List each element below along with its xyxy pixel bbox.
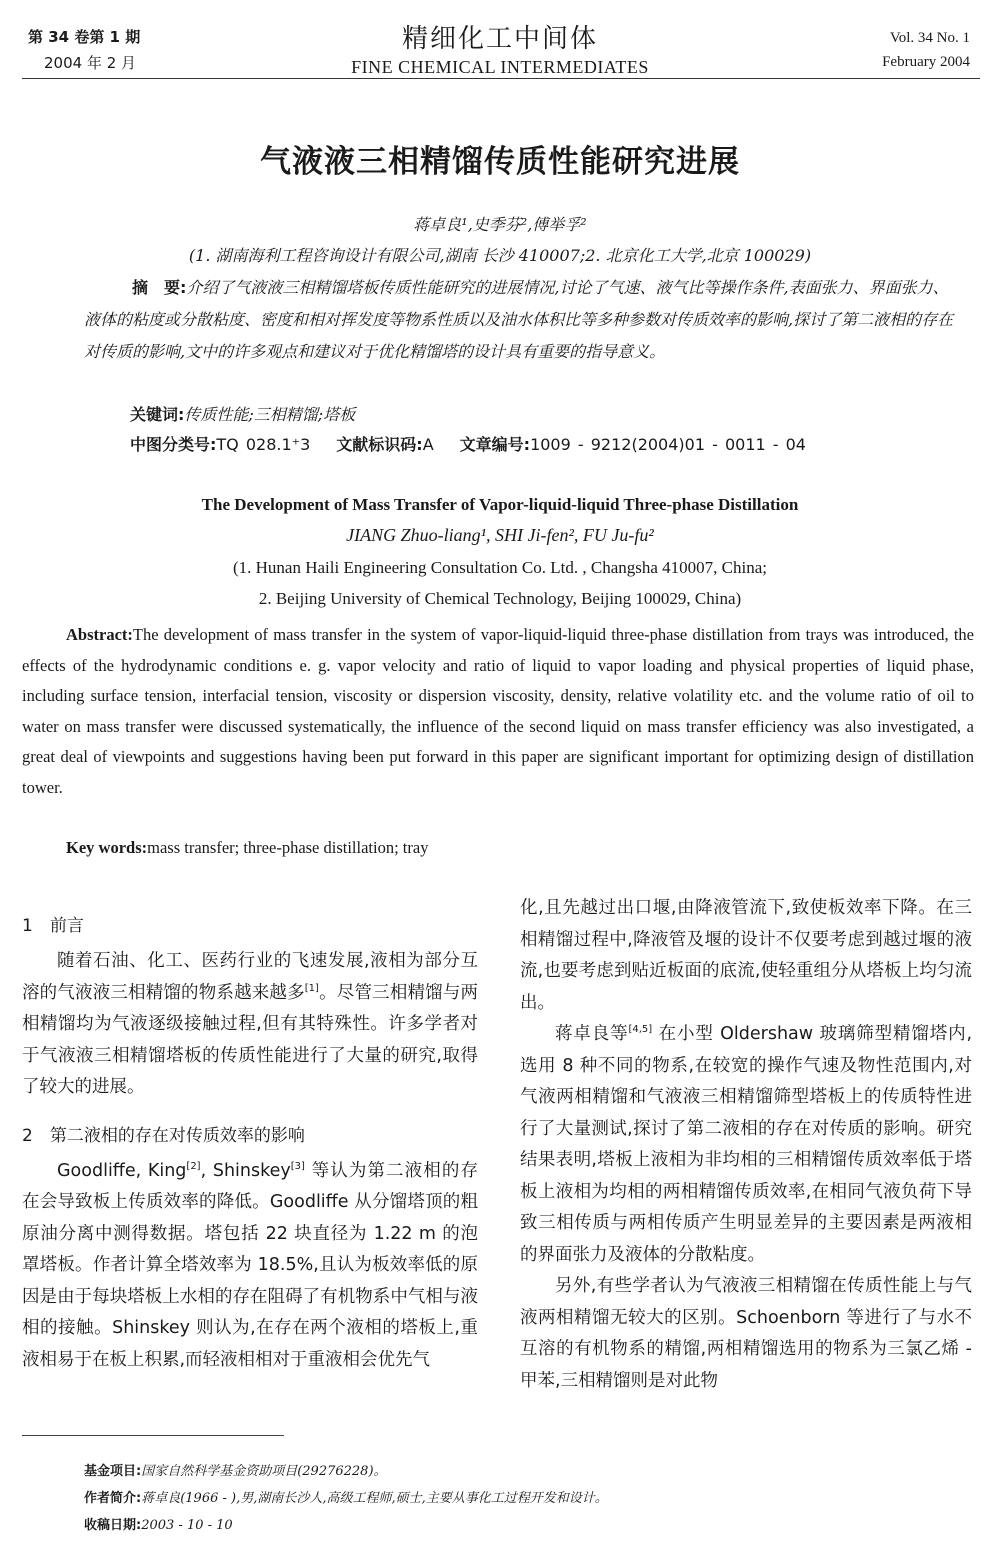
keywords-en-label: Key words: bbox=[66, 838, 148, 857]
issue-info-en bbox=[882, 26, 970, 74]
footnote-received bbox=[84, 1514, 233, 1533]
author-bio-text: 蒋卓良(1966 - ),男,湖南长沙人,高级工程师,硕士,主要从事化工过程开发和设计。 bbox=[141, 1491, 608, 1506]
volume-en: Vol. 34 No. 1 bbox=[889, 30, 970, 46]
keywords-cn bbox=[130, 402, 355, 425]
section-1-heading: 1 前言 bbox=[22, 916, 84, 936]
date-en: February 2004 bbox=[882, 54, 970, 70]
keywords-cn-text: 传质性能;三相精馏;塔板 bbox=[184, 405, 356, 424]
authors-en: JIANG Zhuo-liang¹, SHI Ji-fen², FU Ju-fu² bbox=[346, 525, 654, 545]
classification-line bbox=[130, 432, 806, 455]
abstract-en-label: Abstract: bbox=[66, 625, 133, 644]
author-bio-label: 作者简介: bbox=[84, 1491, 142, 1506]
received-date: 2003 - 10 - 10 bbox=[141, 1518, 233, 1533]
journal-name-cn: 精细化工中间体 bbox=[401, 24, 598, 54]
received-label: 收稿日期: bbox=[84, 1518, 142, 1533]
clc-value: TQ 028.1⁺3 bbox=[216, 435, 311, 454]
footnote-fund bbox=[84, 1460, 387, 1479]
abstract-en bbox=[22, 620, 974, 804]
date-cn: 2004 年 2 月 bbox=[44, 54, 137, 72]
right-paragraph-continued: 化,且先越过出口堰,由降液管流下,致使板效率下降。在三相精馏过程中,降液管及堰的设计不仅要考虑到越过堰的液流,也要考虑到贴近板面的底流,使轻重组分从塔板上均匀流出。 bbox=[520, 898, 972, 1013]
paper-title-en: The Development of Mass Transfer of Vapor-liquid-liquid Three-phase Distillation bbox=[201, 495, 799, 514]
body-left-column bbox=[22, 906, 478, 1376]
header-divider bbox=[22, 78, 980, 79]
paper-title-cn: 气液液三相精馏传质性能研究进展 bbox=[260, 144, 740, 180]
article-number-label: 文章编号: bbox=[459, 435, 531, 454]
keywords-en bbox=[66, 838, 428, 858]
abstract-cn-text: 介绍了气液液三相精馏塔板传质性能研究的进展情况,讨论了气速、液气比等操作条件,表面张力、界面张力、液体的粘度或分散粘度、密度和相对挥发度等物系性质以及油水体积比等多种参数对传质效率的影响,探讨了第二液相的存在对传质的影响,文中的许多观点和建议对于优化精馏塔的设计具有重要的指导意义。 bbox=[84, 278, 954, 361]
fund-label: 基金项目: bbox=[84, 1464, 142, 1479]
footnote-author bbox=[84, 1487, 608, 1506]
journal-name-en: FINE CHEMICAL INTERMEDIATES bbox=[351, 57, 649, 77]
keywords-en-text: mass transfer; three-phase distillation; tray bbox=[147, 838, 429, 857]
volume-cn: 第 34 卷第 1 期 bbox=[28, 28, 141, 46]
abstract-cn bbox=[84, 272, 954, 368]
abstract-en-text: The development of mass transfer in the system of vapor-liquid-liquid three-phase distillation from trays was introduced, the effects of the hydrodynamic conditions e. g. vapor velocity and ratio of liquid to vapor loading and physical properties of liquid phase, including surface tension, interfacial tension, viscosity or dispersion viscosity, density, relative volatility etc. and the volume ratio of oil to water on mass transfer were discussed systematically, the influence of the second liquid on mass transfer efficiency was also investigated, a great deal of viewpoints and suggestions having been put forward in this paper are significant important for optimizing design of distillation tower. bbox=[22, 625, 974, 797]
keywords-cn-label: 关键词: bbox=[130, 405, 185, 424]
affiliation-cn: (1. 湖南海利工程咨询设计有限公司,湖南 长沙 410007;2. 北京化工大学,北京 100029) bbox=[188, 246, 812, 265]
authors-cn: 蒋卓良¹,史季芬²,傅举孚² bbox=[413, 215, 587, 234]
right-paragraph-2: 蒋卓良等[4,5] 在小型 Oldershaw 玻璃筛型精馏塔内,选用 8 种不同的物系,在较宽的操作气速及物性范围内,对气液两相精馏和气液液三相精馏筛型塔板上的传质特性进行了大量测试,探讨了第二液相的存在对传质的影响。研究结果表明,塔板上液相为非均相的三相精馏传质效率低于塔板上液相为均相的两相精馏传质效率,在相同气液负荷下导致三相传质与两相传质产生明显差异的主要因素是两液相的界面张力及液体的分散粘度。 bbox=[520, 1024, 973, 1265]
doc-code-value: A bbox=[422, 435, 434, 454]
doc-code-label: 文献标识码: bbox=[336, 435, 423, 454]
footnote-divider bbox=[22, 1435, 284, 1436]
affiliation-en-1: (1. Hunan Haili Engineering Consultation Co. Ltd. , Changsha 410007, China; bbox=[232, 558, 768, 577]
clc-label: 中图分类号: bbox=[130, 435, 217, 454]
article-number-value: 1009 - 9212(2004)01 - 0011 - 04 bbox=[530, 435, 806, 454]
affiliation-en-2: 2. Beijing University of Chemical Technology, Beijing 100029, China) bbox=[258, 589, 742, 608]
section-2-paragraph: Goodliffe, King[2], Shinskey[3] 等认为第二液相的存在会导致板上传质效率的降低。Goodliffe 从分馏塔顶的粗原油分离中测得数据。塔包括 22 块直径为 1.22 m 的泡罩塔板。作者计算全塔效率为 18.5%,且认为板效率低的原因是由于每块塔板上水相的存在阻碍了有机物系中气相与液相的接触。Shinskey 则认为,在存在两个液相的塔板上,重液相易于在板上积累,而轻液相相对于重液相会优先气 bbox=[22, 1160, 479, 1370]
right-paragraph-3: 另外,有些学者认为气液液三相精馏在传质性能上与气液两相精馏无较大的区别。Schoenborn 等进行了与水不互溶的有机物系的精馏,两相精馏选用的物系为三氯乙烯 - 甲苯,三相精馏则是对此物 bbox=[520, 1276, 972, 1391]
fund-text: 国家自然科学基金资助项目(29276228)。 bbox=[141, 1464, 387, 1479]
journal-name bbox=[0, 18, 1000, 78]
abstract-cn-label: 摘 要: bbox=[132, 278, 187, 297]
section-1-paragraph: 随着石油、化工、医药行业的飞速发展,液相为部分互溶的气液液三相精馏的物系越来越多[1]。尽管三相精馏与两相精馏均为气液逐级接触过程,但有其特殊性。许多学者对于气液液三相精馏塔板的传质性能进行了大量的研究,取得了较大的进展。 bbox=[22, 951, 479, 1097]
section-2-heading: 2 第二液相的存在对传质效率的影响 bbox=[22, 1125, 305, 1146]
body-right-column bbox=[520, 893, 972, 1397]
